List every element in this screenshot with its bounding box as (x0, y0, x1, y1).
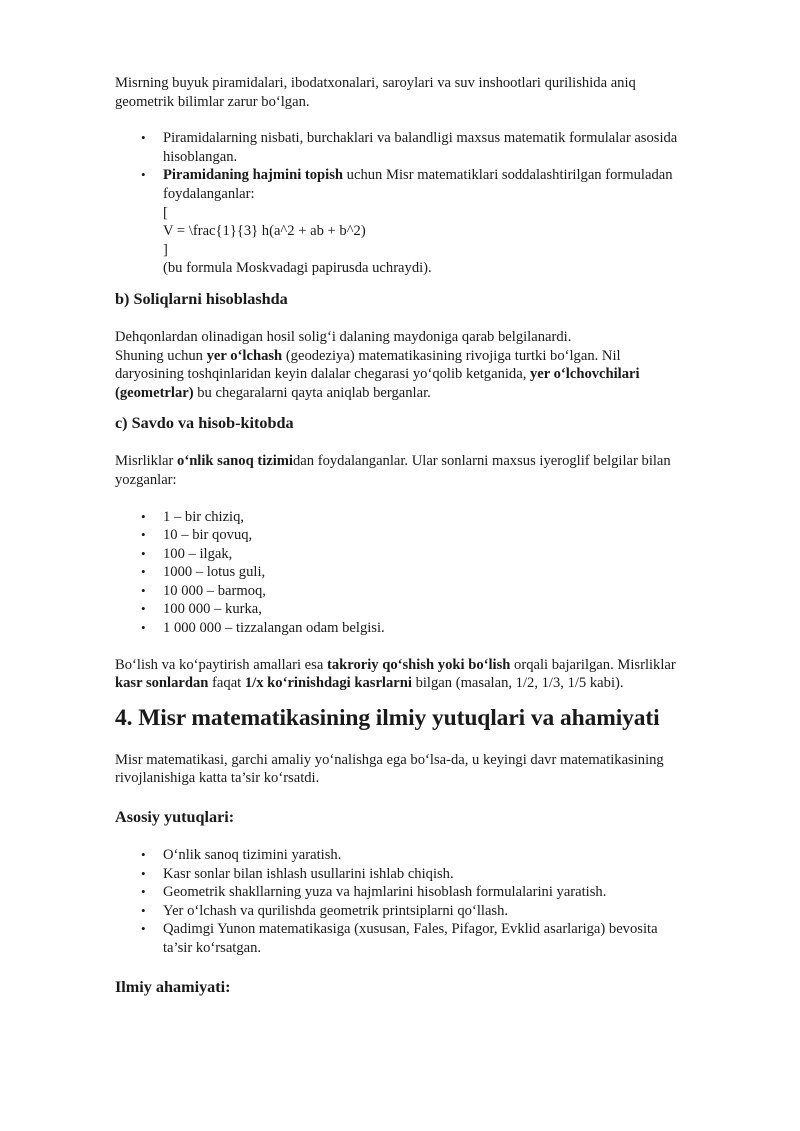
list-item: • 1 000 000 – tizzalangan odam belgisi. (141, 620, 385, 637)
pyramid-list (115, 129, 735, 278)
list-item: • Kasr sonlar bilan ishlash usullarini ishlab chiqish. (141, 865, 454, 882)
bullet-icon: • (141, 582, 146, 598)
bullet-icon: • (141, 545, 146, 561)
list-item: • 100 000 – kurka, (141, 601, 262, 618)
bullet-icon: • (141, 902, 146, 918)
list-item: • Qadimgi Yunon matematikasiga (xususan, Fales, Pifagor, Evklid asarlariga) bevosita ta’sir ko‘rsatgan. (141, 921, 658, 956)
intro-line: Misrning buyuk piramidalari, ibodatxonalari, saroylari va suv inshootlari qurilishida aniq (115, 75, 636, 91)
list-item: • 10 – bir qovuq, (141, 527, 253, 544)
list-item: • O‘nlik sanoq tizimini yaratish. (141, 847, 342, 864)
bullet-icon: • (141, 508, 146, 524)
list-item: • 1 – bir chiziq, (141, 508, 245, 525)
formula-close-bracket: ] (163, 241, 168, 258)
bullet-icon: • (141, 620, 146, 636)
section-4-heading: 4. Misr matematikasining ilmiy yutuqlari va ahamiyati (115, 704, 660, 731)
list-item: • Geometrik shakllarning yuza va hajmlarini hisoblash formulalarini yaratish. (141, 884, 607, 901)
formula-note: (bu formula Moskvadagi papirusda uchraydi). (163, 260, 432, 277)
list-item: • Yer o‘lchash va qurilishda geometrik printsiplarni qo‘llash. (141, 902, 509, 919)
formula-open-bracket: [ (163, 204, 168, 221)
bullet-icon: • (141, 865, 146, 881)
intro-paragraph (115, 74, 735, 111)
intro-line: geometrik bilimlar zarur bo‘lgan. (115, 93, 310, 110)
bullet-icon: • (141, 884, 146, 900)
bullet-icon: • (141, 564, 146, 580)
bullet-icon: • (141, 130, 146, 146)
bullet-icon: • (141, 601, 146, 617)
list-item: • 10 000 – barmoq, (141, 582, 266, 599)
list-item: • 1000 – lotus guli, (141, 564, 266, 581)
bullet-icon: • (141, 167, 146, 183)
list-item: • Piramidaning hajmini topish uchun Misr matematiklari soddalashtirilgan formuladan foydalanganlar: [ V = \frac{1}{3} h(a^2 + ab + b^2) ] (bu formula Moskvadagi papirusda uchraydi). (141, 167, 673, 277)
operations-paragraph: Bo‘lish va ko‘paytirish amallari esa takroriy qo‘shish yoki bo‘lish orqali bajarilgan. Misrliklar kasr sonlardan faqat 1/x ko‘rinishdagi kasrlarni bilgan (masalan, 1/2, 1/3, 1/5 kabi). (115, 656, 676, 692)
bullet-icon: • (141, 527, 146, 543)
bullet-icon: • (141, 921, 146, 937)
section-b-heading: b) Soliqlarni hisoblashda (115, 289, 288, 308)
section-4-paragraph: Misr matematikasi, garchi amaliy yo‘nalishga ega bo‘lsa-da, u keyingi davr matematikasining rivojlanishiga katta ta’sir ko‘rsatdi. (115, 751, 664, 787)
section-c-heading: c) Savdo va hisob-kitobda (115, 414, 294, 433)
section-c-paragraph: Misrliklar o‘nlik sanoq tizimidan foydalanganlar. Ular sonlarni maxsus iyeroglif belgilar bilan yozganlar: (115, 453, 671, 488)
numerals-list (115, 508, 735, 638)
bullet-icon: • (141, 847, 146, 863)
significance-heading: Ilmiy ahamiyati: (115, 977, 231, 996)
section-b-paragraph: Dehqonlardan olinadigan hosil solig‘i dalaning maydoniga qarab belgilanardi. Shuning uchun yer o‘lchash (geodeziya) matematikasining rivojiga turtki bo‘lgan. Nil daryosining toshqinlaridan keyin dalalar chegarasi yo‘qolib ketganida, yer o‘lchovchilari (geometrlar) bu chegaralarni qayta aniqlab berganlar. (115, 328, 640, 401)
list-item: • 100 – ilgak, (141, 545, 233, 562)
achievements-list (115, 846, 735, 958)
list-item: • Piramidalarning nisbati, burchaklari va balandligi maxsus matematik formulalar asosida hisoblangan. (141, 130, 678, 165)
volume-formula: V = \frac{1}{3} h(a^2 + ab + b^2) (163, 223, 366, 240)
achievements-heading: Asosiy yutuqlari: (115, 808, 235, 827)
document-page (115, 74, 735, 998)
